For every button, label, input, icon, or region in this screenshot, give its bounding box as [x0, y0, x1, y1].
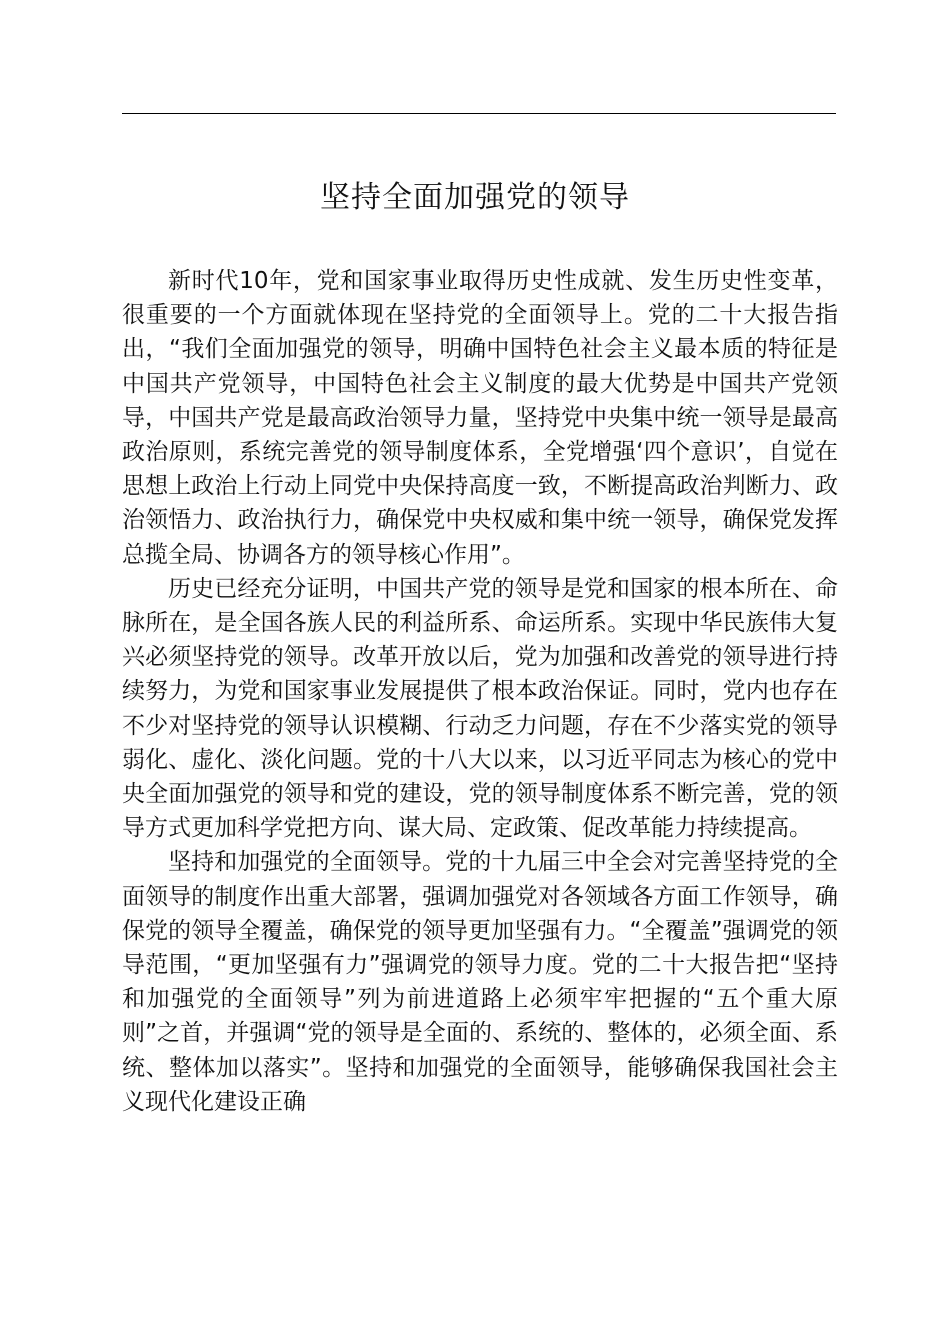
header-rule: [122, 113, 836, 114]
paragraph-1: 新时代10年，党和国家事业取得历史性成就、发生历史性变革，很重要的一个方面就体现在坚持党的全面领导上。党的二十大报告指出，“我们全面加强党的领导，明确中国特色社会主义最本质的特征是中国共产党领导，中国特色社会主义制度的最大优势是中国共产党领导，中国共产党是最高政治领导力量，坚持党中央集中统一领导是最高政治原则，系统完善党的领导制度体系，全党增强‘四个意识’，自觉在思想上政治上行动上同党中央保持高度一致，不断提高政治判断力、政治领悟力、政治执行力，确保党中央权威和集中统一领导，确保党发挥总揽全局、协调各方的领导核心作用”。: [122, 268, 838, 568]
document-body: [122, 264, 838, 1119]
paragraph-2: 历史已经充分证明，中国共产党的领导是党和国家的根本所在、命脉所在，是全国各族人民的利益所系、命运所系。实现中华民族伟大复兴必须坚持党的领导。改革开放以后，党为加强和改善党的领导进行持续努力，为党和国家事业发展提供了根本政治保证。同时，党内也存在不少对坚持党的领导认识模糊、行动乏力问题，存在不少落实党的领导弱化、虚化、淡化问题。党的十八大以来，以习近平同志为核心的党中央全面加强党的领导和党的建设，党的领导制度体系不断完善，党的领导方式更加科学党把方向、谋大局、定政策、促改革能力持续提高。: [122, 575, 838, 842]
document-title: 坚持全面加强党的领导: [320, 180, 630, 215]
paragraph-3: 坚持和加强党的全面领导。党的十九届三中全会对完善坚持党的全面领导的制度作出重大部署，强调加强党对各领域各方面工作领导，确保党的领导全覆盖，确保党的领导更加坚强有力。“全覆盖”强调党的领导范围，“更加坚强有力”强调党的领导力度。党的二十大报告把“坚持和加强党的全面领导”列为前进道路上必须牢牢把握的“五个重大原则”之首，并强调“党的领导是全面的、系统的、整体的，必须全面、系统、整体加以落实”。坚持和加强党的全面领导，能够确保我国社会主义现代化建设正确: [122, 849, 838, 1115]
